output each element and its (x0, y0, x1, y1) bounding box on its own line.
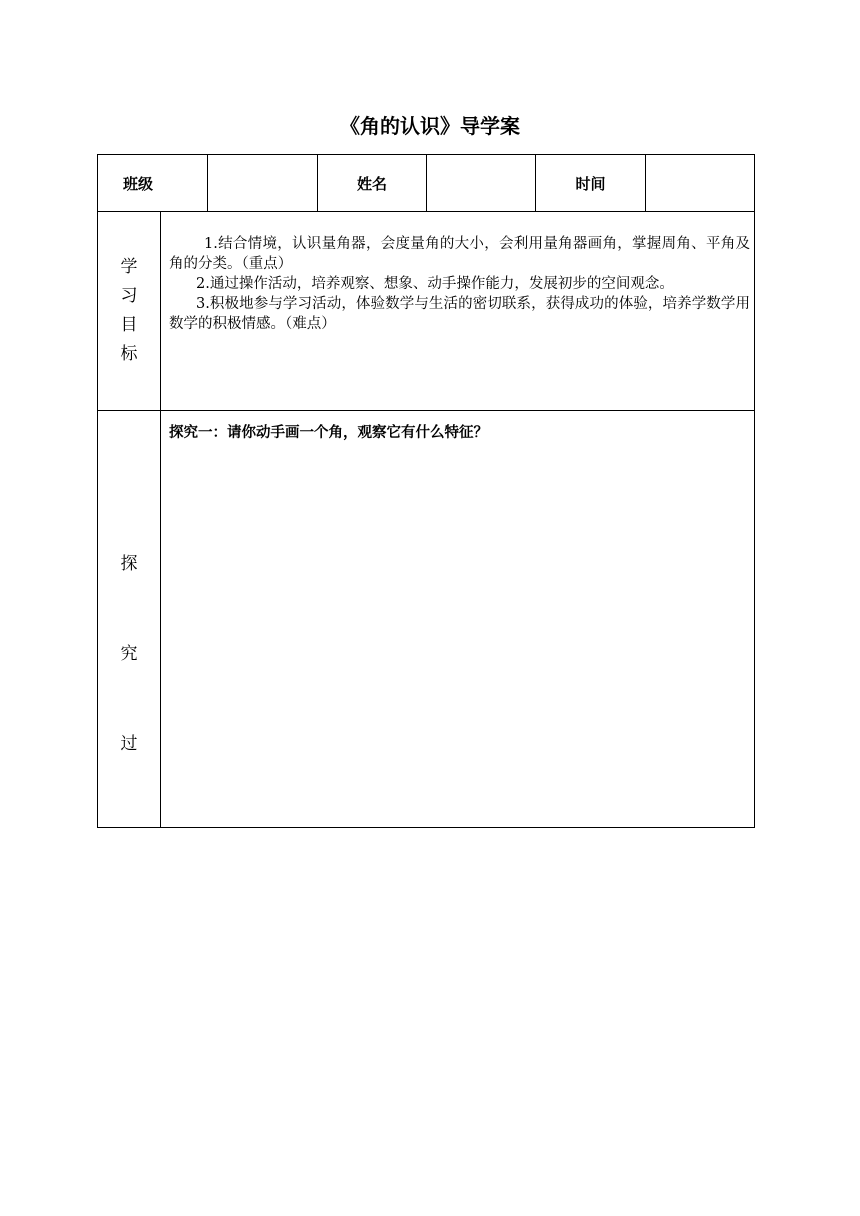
name-label: 姓名 (318, 155, 427, 212)
goal-item-1: 1.结合情境，认识量角器，会度量角的大小，会利用量角器画角，掌握周角、平角及角的分类。（重点） (169, 236, 751, 272)
explore-label-char: 究 (120, 644, 138, 664)
goals-label-char: 目 (120, 315, 138, 335)
time-label: 时间 (536, 155, 646, 212)
goal-item-2: 2.通过操作活动，培养观察、想象、动手操作能力，发展初步的空间观念。 (196, 276, 674, 292)
header-row (98, 155, 755, 212)
class-label: 班级 (98, 155, 208, 212)
goals-label-char: 习 (120, 286, 138, 306)
name-field[interactable] (427, 155, 536, 212)
class-field[interactable] (208, 155, 318, 212)
explore-label-char: 探 (120, 554, 138, 574)
goals-row (98, 212, 755, 411)
goal-item-3: 3.积极地参与学习活动，体验数学与生活的密切联系，获得成功的体验，培养学数学用数学的积极情感。（难点） (169, 296, 751, 332)
time-field[interactable] (646, 155, 755, 212)
goals-label-char: 学 (120, 257, 138, 277)
explore-row (98, 411, 755, 828)
goals-label (98, 212, 161, 411)
goals-label-char: 标 (120, 344, 138, 364)
explore-label-char: 过 (120, 734, 138, 754)
explore-answer-area[interactable] (161, 411, 755, 828)
explore-label (98, 411, 161, 828)
explore-prompt: 探究一：请你动手画一个角，观察它有什么特征？ (169, 425, 488, 441)
goals-content (161, 212, 755, 411)
page-title: 《角的认识》导学案 (340, 114, 520, 138)
worksheet-table (97, 154, 755, 828)
